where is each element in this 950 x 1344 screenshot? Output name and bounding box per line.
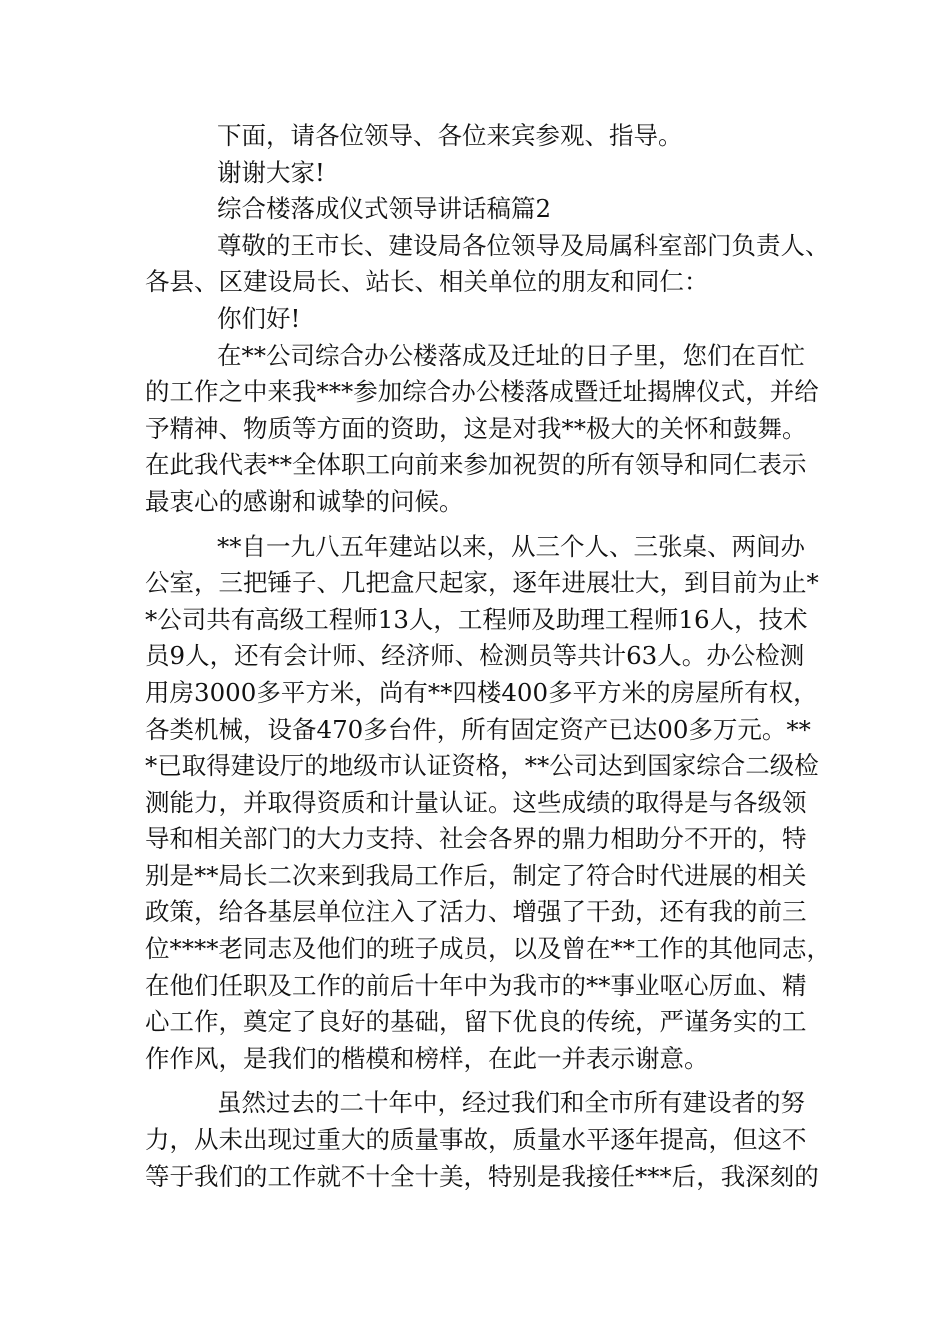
- text-line: 尊敬的王市长、建设局各位领导及局属科室部门负责人、: [217, 230, 830, 260]
- text-line: 等于我们的工作就不十全十美，特别是我接任***后，我深刻的: [145, 1161, 819, 1191]
- text-line: 用房3000多平方米，尚有**四楼400多平方米的房屋所有权，: [145, 677, 818, 707]
- text-line: 测能力，并取得资质和计量认证。这些成绩的取得是与各级领: [145, 787, 807, 817]
- text-line: 政策，给各基层单位注入了活力、增强了干劲，还有我的前三: [145, 897, 807, 927]
- text-line: 最衷心的感谢和诚挚的问候。: [145, 486, 464, 516]
- text-line: 导和相关部门的大力支持、社会各界的鼎力相助分不开的，特: [145, 824, 807, 854]
- text-line: 在他们任职及工作的前后十年中为我市的**事业呕心厉血、精: [145, 970, 807, 1000]
- text-line: 员9人，还有会计师、经济师、检测员等共计63人。办公检测: [145, 641, 805, 671]
- text-line: 别是**局长二次来到我局工作后，制定了符合时代进展的相关: [145, 860, 807, 890]
- text-line: 力，从未出现过重大的质量事故，质量水平逐年提高，但这不: [145, 1125, 807, 1155]
- text-line: *公司共有高级工程师13人，工程师及助理工程师16人，技术: [145, 604, 808, 634]
- text-line: 位****老同志及他们的班子成员，以及曾在**工作的其他同志，: [145, 934, 831, 964]
- text-line: 各县、区建设局长、站长、相关单位的朋友和同仁：: [145, 267, 709, 297]
- text-line: 在**公司综合办公楼落成及迁址的日子里，您们在百忙: [217, 340, 805, 370]
- text-line: 下面，请各位领导、各位来宾参观、指导。: [217, 121, 683, 150]
- text-line: 作作风，是我们的楷模和榜样，在此一并表示谢意。: [145, 1043, 709, 1073]
- text-line: 心工作，奠定了良好的基础，留下优良的传统，严谨务实的工: [145, 1007, 807, 1037]
- text-line: 谢谢大家!: [217, 157, 325, 187]
- text-line: 公室，三把锤子、几把盒尺起家，逐年进展壮大，到目前为止*: [145, 568, 819, 598]
- text-line: *已取得建设厅的地级市认证资格，**公司达到国家综合二级检: [145, 751, 819, 781]
- text-line: 各类机械，设备470多台件，所有固定资产已达00多万元。**: [145, 714, 811, 744]
- text-line: 你们好!: [217, 303, 301, 333]
- text-line: 的工作之中来我***参加综合办公楼落成暨迁址揭牌仪式，并给: [145, 377, 819, 407]
- text-line: 予精神、物质等方面的资助，这是对我**极大的关怀和鼓舞。: [145, 413, 807, 443]
- text-line: 虽然过去的二十年中，经过我们和全市所有建设者的努: [217, 1088, 805, 1118]
- section-heading: 综合楼落成仪式领导讲话稿篇2: [217, 194, 552, 224]
- speech-text: [145, 118, 831, 1195]
- text-line: 在此我代表**全体职工向前来参加祝贺的所有领导和同仁表示: [145, 450, 807, 480]
- text-line: **自一九八五年建站以来，从三个人、三张桌、两间办: [217, 531, 805, 561]
